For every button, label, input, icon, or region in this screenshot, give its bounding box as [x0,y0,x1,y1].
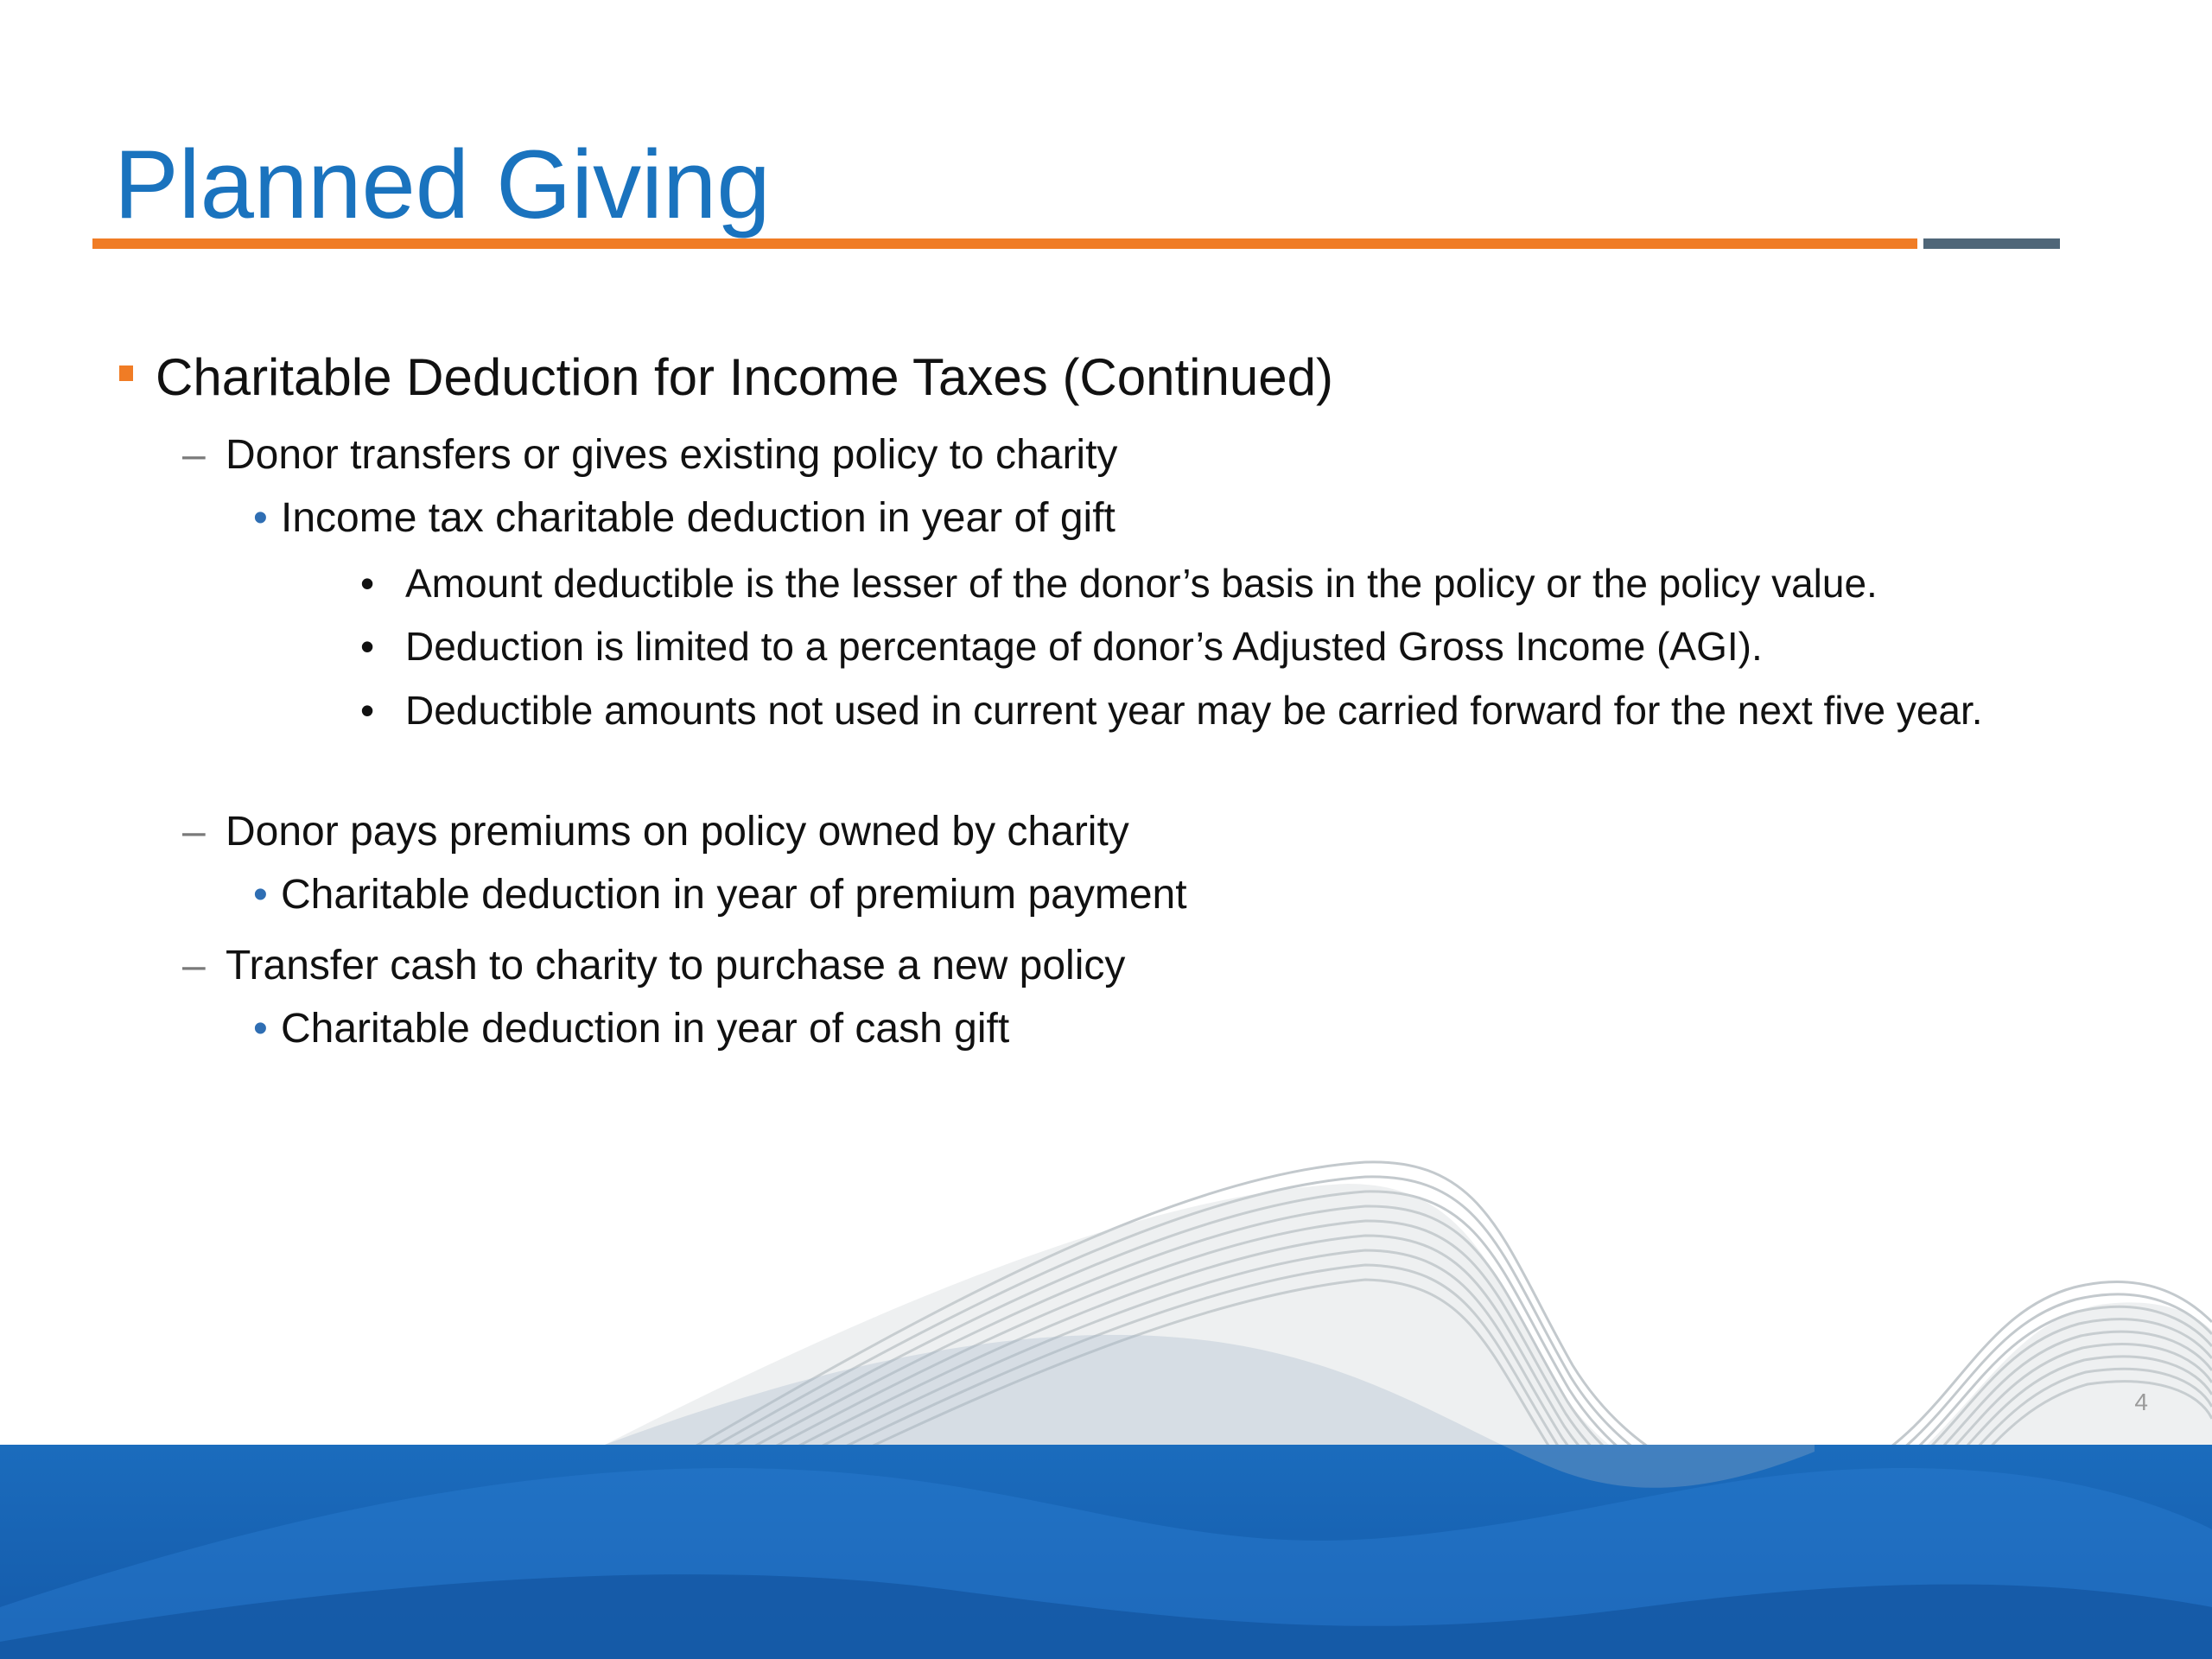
list-item-text: Charitable deduction in year of premium payment [281,872,1187,918]
list-item [253,1003,1010,1055]
list-item [360,683,2030,737]
list-item-text: Donor transfers or gives existing policy to charity [226,432,1118,478]
list-item [182,429,1118,481]
dot-bullet-icon: • [253,495,268,541]
dot-bullet-icon: • [253,872,268,918]
dot-bullet-icon: • [360,561,375,606]
list-item-text: Charitable deduction in year of cash gift [281,1006,1010,1052]
dot-bullet-icon: • [253,1006,268,1052]
dash-bullet-icon: – [182,943,206,988]
list-item [182,940,1126,992]
dot-bullet-icon: • [360,624,375,669]
list-item [253,493,1116,544]
list-item-text: Amount deductible is the lesser of the donor’s basis in the policy or the policy value. [405,561,1878,606]
list-item-text: Income tax charitable deduction in year of gift [281,495,1116,541]
list-item [360,620,1763,673]
page-number: 4 [2134,1389,2148,1415]
dot-bullet-icon: • [360,688,375,733]
list-item-text: Donor pays premiums on policy owned by charity [226,809,1129,855]
list-item-text: Deduction is limited to a percentage of donor’s Adjusted Gross Income (AGI). [405,624,1763,669]
list-item [156,346,1333,409]
list-item-text: Charitable Deduction for Income Taxes (Continued) [156,348,1333,406]
slide-title: Planned Giving [114,130,771,238]
list-item-text: Deductible amounts not used in current year may be carried forward for the next five year. [405,688,1983,733]
dash-bullet-icon: – [182,809,206,855]
list-item [182,806,1129,858]
list-item [360,556,1878,610]
dash-bullet-icon: – [182,432,206,478]
list-item-text: Transfer cash to charity to purchase a new policy [226,943,1126,988]
list-item [253,869,1187,921]
square-bullet-icon [119,365,133,381]
